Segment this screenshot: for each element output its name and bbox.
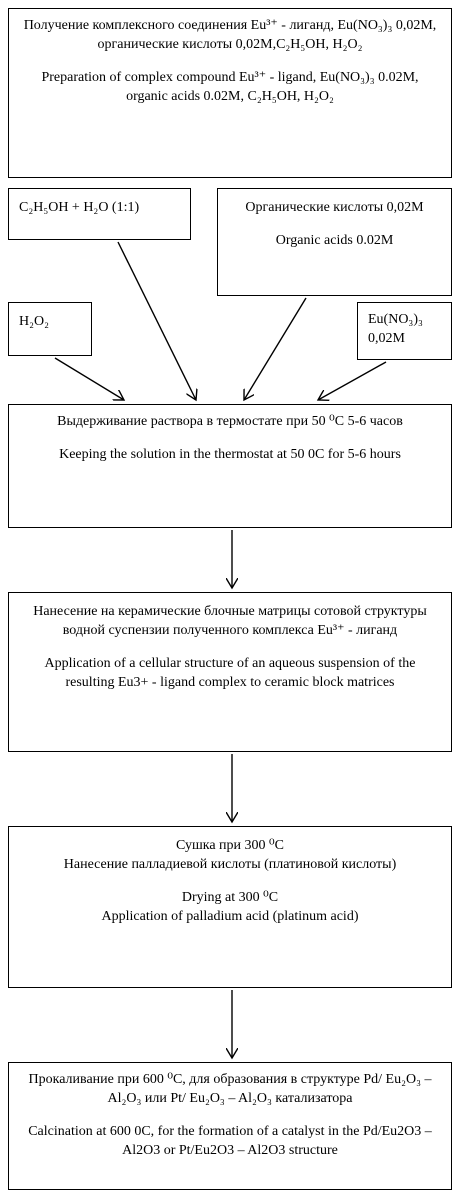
drying-en-text: Application of palladium acid (platinum acid): [101, 908, 359, 924]
calcination-en-text: Calcination at 600 0C, for the formation of a catalyst in the Pd/Eu2O3 – Al2O3 or Pt/Eu2O3 – Al2O3 structure: [28, 1123, 432, 1158]
arrow-eunitrate-to-thermostat: [318, 362, 386, 400]
drying-ru-title: Сушка при 300 ⁰С: [175, 838, 284, 853]
organic-acids-en-text: Organic acids 0.02M: [275, 232, 394, 248]
thermostat-ru-text: Выдерживание раствора в термостате при 50 ⁰С 5-6 часов: [57, 414, 403, 429]
eu-nitrate-formula: Eu(NO₃)₃: [368, 312, 423, 327]
application-en-text: Application of a cellular structure of an aqueous suspension of the resulting Eu3+ - ligand complex to ceramic block matrices: [44, 655, 416, 690]
application-ru-text: Нанесение на керамические блочные матрицы сотовой структуры водной суспензии полученного комплекса Eu³⁺ - лиганд: [33, 604, 427, 638]
ethanol-water-text: C₂H₅OH + H₂O (1:1): [19, 200, 140, 215]
h2o2-text: H₂O₂: [19, 314, 49, 329]
organic-acids-ru-text: Органические кислоты 0,02M: [245, 200, 424, 215]
eu-nitrate-concentration: 0,02M: [368, 330, 405, 346]
preparation-ru-text: Получение комплексного соединения Eu³⁺ - лиганд, Eu(NO₃)₃ 0,02M, органические кислоты 0,02M,C₂H₅OH, H₂O₂: [23, 18, 437, 52]
preparation-en-text: Preparation of complex compound Eu³⁺ - ligand, Eu(NO₃)₃ 0.02M, organic acids 0.02M, C₂H₅OH, H₂O₂: [41, 69, 419, 104]
drying-en-title: Drying at 300 ⁰C: [181, 889, 279, 905]
arrow-h2o2-to-thermostat: [55, 358, 124, 400]
arrow-ethanol-to-thermostat: [118, 242, 196, 400]
thermostat-en-text: Keeping the solution in the thermostat at 50 0C for 5-6 hours: [59, 446, 401, 462]
arrow-organic-to-thermostat: [244, 298, 306, 400]
drying-ru-text: Нанесение палладиевой кислоты (платиновой кислоты): [63, 856, 397, 872]
calcination-ru-text: Прокаливание при 600 ⁰С, для образования в структуре Pd/ Eu₂O₃ – Al₂O₃ или Pt/ Eu₂O₃ – Al₂O₃ катализатора: [28, 1072, 432, 1106]
